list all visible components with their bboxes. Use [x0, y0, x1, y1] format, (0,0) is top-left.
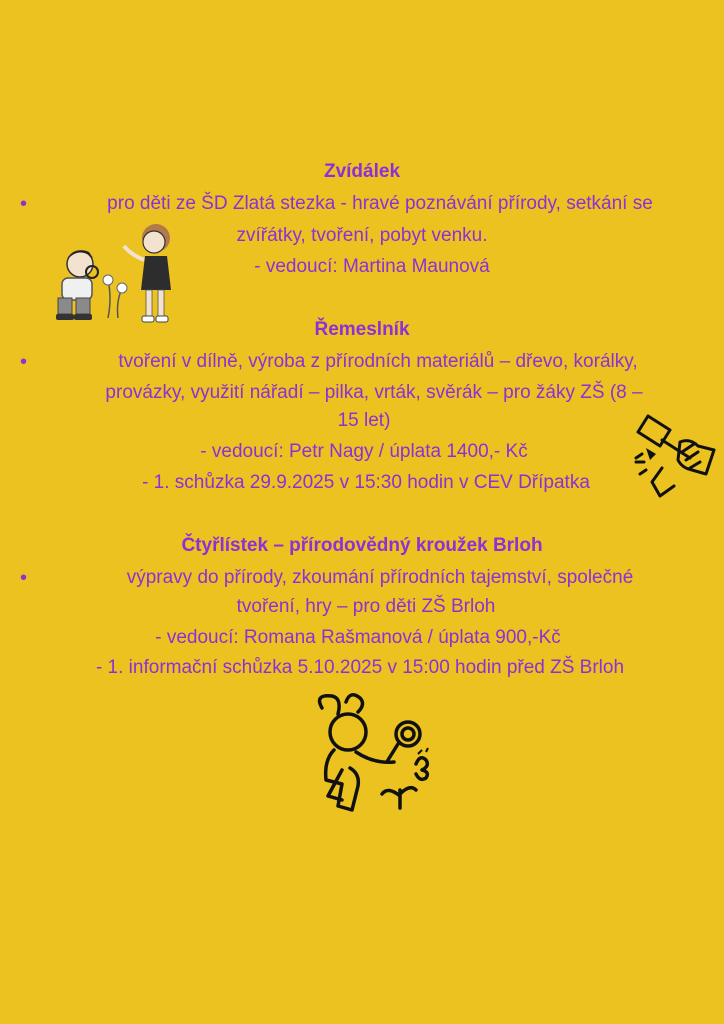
section-line: provázky, využití nářadí – pilka, vrták, svěrák – pro žáky ZŠ (8 –: [105, 382, 643, 403]
section-line: - vedoucí: Martina Maunová: [254, 256, 490, 277]
section-title-zvidalek: Zvídálek: [323, 161, 401, 182]
section-line: pro děti ze ŠD Zlatá stezka - hravé poznávání přírody, setkání se: [107, 193, 653, 214]
hammer-in-hand-icon: [632, 408, 722, 500]
section-line: 15 let): [337, 410, 391, 431]
bullet-icon: •: [20, 567, 28, 589]
children-exploring-nature-illustration: [48, 220, 188, 324]
section-line: výpravy do přírody, zkoumání přírodních tajemství, společné: [126, 567, 634, 588]
section-line: - vedoucí: Petr Nagy / úplata 1400,- Kč: [200, 441, 528, 462]
section-title-remeslnik: Řemeslník: [314, 319, 410, 340]
section-line: - vedoucí: Romana Rašmanová / úplata 900,-Kč: [155, 627, 561, 648]
section-line: tvoření v dílně, výroba z přírodních materiálů – dřevo, korálky,: [118, 351, 638, 372]
section-line: tvoření, hry – pro děti ZŠ Brloh: [236, 596, 496, 617]
section-line: - 1. informační schůzka 5.10.2025 v 15:00 hodin před ZŠ Brloh: [95, 657, 625, 678]
section-line: zvířátky, tvoření, pobyt venku.: [236, 225, 488, 246]
section-line: - 1. schůzka 29.9.2025 v 15:30 hodin v CEV Dřípatka: [142, 472, 590, 493]
bullet-icon: •: [20, 193, 28, 215]
bullet-icon: •: [20, 351, 28, 373]
girl-with-magnifier-icon: [312, 690, 438, 818]
section-title-ctyrlistek: Čtyřlístek – přírodovědný kroužek Brloh: [181, 535, 543, 556]
